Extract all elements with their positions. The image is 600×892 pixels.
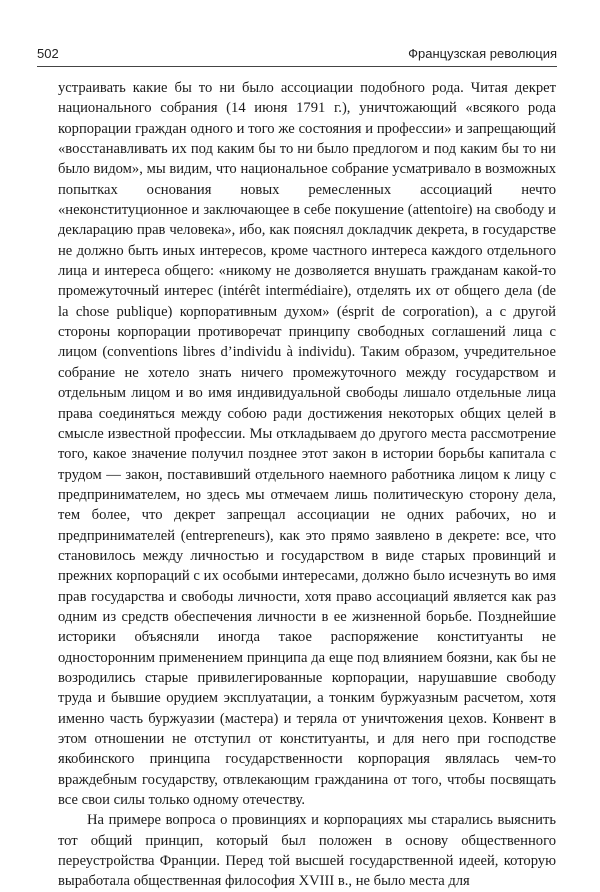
header-rule (37, 66, 557, 67)
body-text (58, 78, 556, 892)
page-header (37, 46, 557, 66)
paragraph: На примере вопроса о провинциях и корпорациях мы старались выяснить тот общий принцип, который был положен в основу общественного переустройства Франции. Перед той высшей государственной идеей, которую выработала общественная философия XVIII в., не было места для (58, 812, 556, 890)
page-number: 502 (37, 46, 59, 61)
running-title: Французская революция (408, 46, 557, 61)
paragraph: устраивать какие бы то ни было ассоциации подобного рода. Читая декрет национального собрания (14 июня 1791 г.), уничтожающий «всякого рода корпорации граждан одного и того же состояния и профессии» и запрещающий «восстанавливать их под каким бы то ни было предлогом и под каким бы то ни было видом», мы видим, что национальное собрание усматривало в возможных попытках основания новых ремесленных ассоциаций нечто «неконституционное и заключающее в себе покушение (attentoire) на свободу и декларацию прав человека», ибо, как пояснял докладчик декрета, в государстве не должно быть иных интересов, кроме частного интереса каждого отдельного лица и интереса общего: «никому не дозволяется внушать гражданам какой-то промежуточный интерес (intérêt intermédiaire), отделять их от общего дела (de la chose publique) корпоративным духом» (ésprit de corporation), а с другой стороны корпорации противоречат принципу свободных соглашений лица с лицом (conventions libres d’individu à individu). Таким образом, учредительное собрание не хотело знать ничего промежуточного между государством и отдельным лицом и во имя индивидуальной свободы лишало отдельные лица права соединяться между собою ради достижения некоторых общих целей в смысле известной профессии. Мы откладываем до другого места рассмотрение того, какое значение получил позднее этот закон в истории борьбы капитала с трудом — закон, поставивший отдельного наемного работника лицом к лицу с предпринимателем, но здесь мы отмечаем лишь политическую сторону дела, тем более, что декрет запрещал ассоциации не одних рабочих, но и предпринимателей (entrepreneurs), как это прямо заявлено в декрете: все, что становилось между личностью и государством в виде старых провинций и прежних корпораций с их особыми интересами, должно было исчезнуть во имя прав государства и свободы личности, хотя право ассоциаций является как раз одним из средств обеспечения личности в ее жизненной борьбе. Позднейшие историки объясняли иногда такое распоряжение конституанты не односторонним применением принципа да еще под влиянием боязни, как бы не возродились старые привилегированные корпорации, нарушавшие свободу труда и бывшие орудием эксплуатации, а тонким буржуазным расчетом, хотя именно часть буржуазии (мастера) и теряла от уничтожения цехов. Конвент в этом отношении не отступил от конституанты, и для него при господстве якобинского принципа государственности корпорация являлась чем-то враждебным государству, отвлекающим гражданина от того, чтобы посвящать все свои силы только одному отечеству. (58, 80, 556, 809)
